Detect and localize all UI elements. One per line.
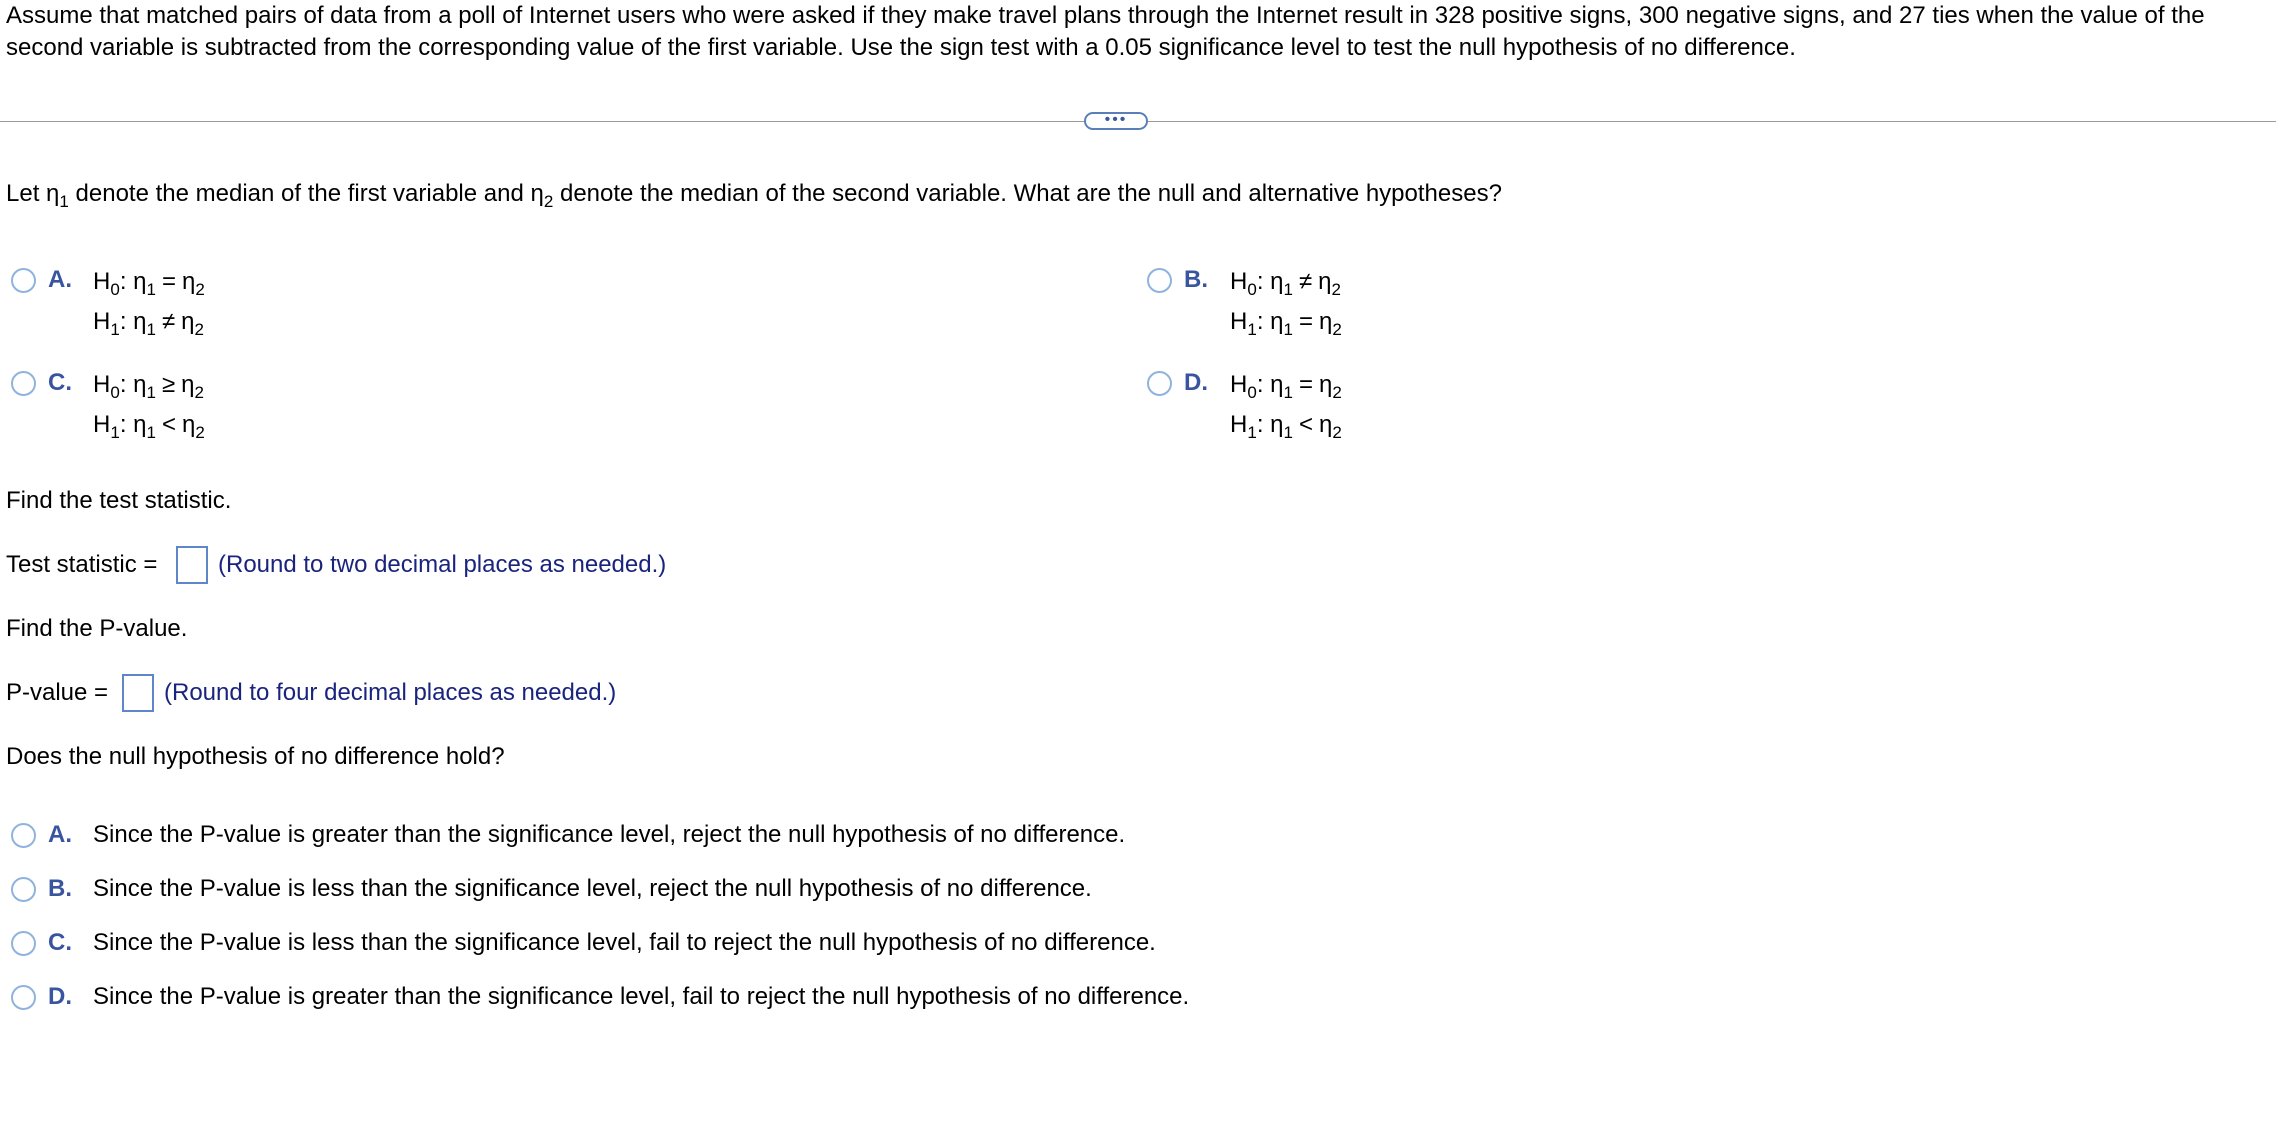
hypothesis-question: Let $\eta_1$ denote the median of the first variable and $\eta_2$ denote the median of the second variable. What are the null and alternative hypotheses?	[6, 180, 1502, 211]
conclusion-option-a-radio[interactable]	[11, 823, 36, 848]
conclusion-option-c-letter: C.	[48, 929, 72, 956]
conclusion-option-b-text: Since the P-value is less than the significance level, reject the null hypothesis of no difference.	[93, 875, 1092, 902]
hypothesis-option-b-h1: $H_1$: $\eta_1 = \eta_2$	[1230, 308, 1342, 339]
hypothesis-option-b-h0: $H_0$: $\eta_1 \ne \eta_2$	[1230, 268, 1341, 299]
conclusion-option-d-radio[interactable]	[11, 985, 36, 1010]
conclusion-option-c-radio[interactable]	[11, 931, 36, 956]
hypothesis-option-c-h1: $H_1$: $\eta_1 < \eta_2$	[93, 411, 205, 442]
p-value-prompt: Find the P-value.	[6, 615, 188, 642]
hypothesis-option-c-letter: C.	[48, 369, 72, 396]
conclusion-option-c-text: Since the P-value is less than the significance level, fail to reject the null hypothesis of no difference.	[93, 929, 1156, 956]
hypothesis-option-b-radio[interactable]	[1147, 268, 1172, 293]
test-statistic-label: Test statistic =	[6, 551, 158, 578]
hypothesis-option-a-radio[interactable]	[11, 268, 36, 293]
conclusion-option-d-text: Since the P-value is greater than the significance level, fail to reject the null hypothesis of no difference.	[93, 983, 1190, 1010]
test-statistic-hint: (Round to two decimal places as needed.)	[218, 551, 667, 578]
hypothesis-option-a-h1: $H_1$: $\eta_1 \ne \eta_2$	[93, 308, 204, 339]
hypothesis-option-c-radio[interactable]	[11, 371, 36, 396]
conclusion-option-d-letter: D.	[48, 983, 72, 1010]
conclusion-question: Does the null hypothesis of no difference hold?	[6, 743, 505, 770]
hypothesis-option-d-h0: $H_0$: $\eta_1 = \eta_2$	[1230, 371, 1342, 402]
p-value-input[interactable]	[122, 674, 154, 712]
p-value-label: P-value =	[6, 679, 109, 706]
hypothesis-option-d-h1: $H_1$: $\eta_1 < \eta_2$	[1230, 411, 1342, 442]
hypothesis-option-a-letter: A.	[48, 266, 72, 293]
p-value-hint: (Round to four decimal places as needed.)	[164, 679, 617, 706]
hypothesis-option-c-h0: $H_0$: $\eta_1 \ge \eta_2$	[93, 371, 204, 402]
expand-more-button[interactable]: •••	[1084, 112, 1148, 130]
test-statistic-prompt: Find the test statistic.	[6, 487, 232, 514]
conclusion-option-b-letter: B.	[48, 875, 72, 902]
conclusion-option-a-letter: A.	[48, 821, 72, 848]
hypothesis-option-d-letter: D.	[1184, 369, 1208, 396]
conclusion-option-a-text: Since the P-value is greater than the significance level, reject the null hypothesis of no difference.	[93, 821, 1126, 848]
conclusion-option-b-radio[interactable]	[11, 877, 36, 902]
hypothesis-option-d-radio[interactable]	[1147, 371, 1172, 396]
problem-statement: Assume that matched pairs of data from a poll of Internet users who were asked if they make travel plans through the Internet result in 328 positive signs, 300 negative signs, and 27 ties when the value of the second variable is subtracted from the corresponding value of the first variable. Use the sign test with a 0.05 significance level to test the null hypothesis of no difference.	[6, 2, 2205, 61]
hypothesis-option-a-h0: $H_0$: $\eta_1 = \eta_2$	[93, 268, 205, 299]
test-statistic-input[interactable]	[176, 546, 208, 584]
hypothesis-option-b-letter: B.	[1184, 266, 1208, 293]
